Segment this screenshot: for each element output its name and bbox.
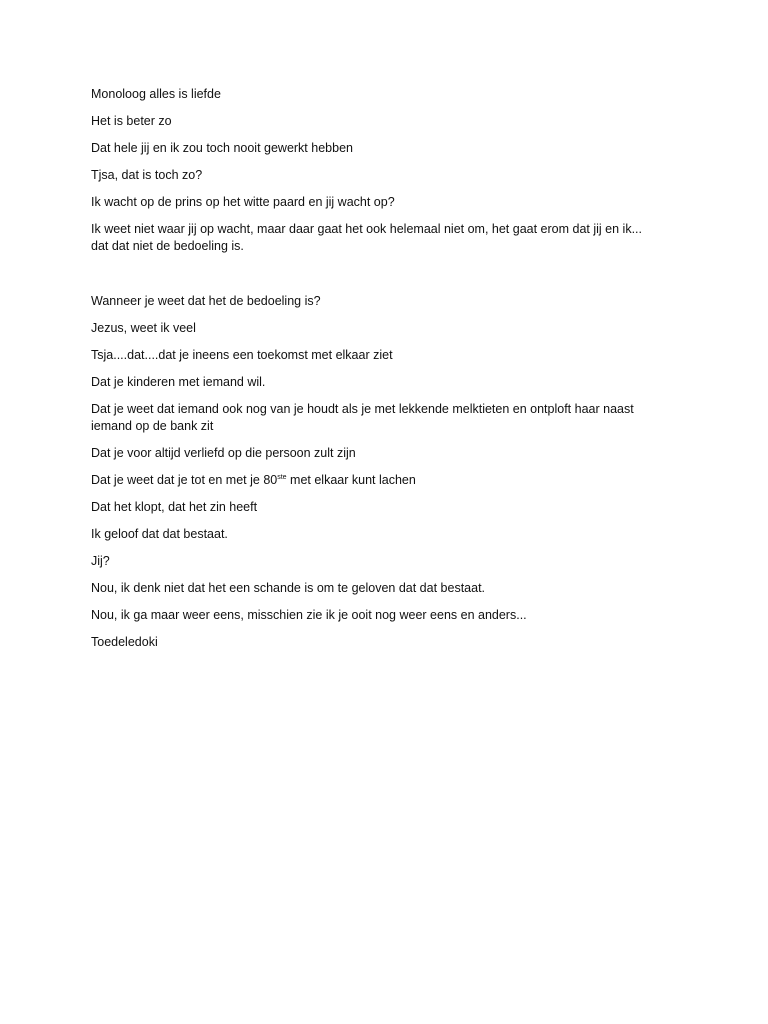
- text-paragraph: [91, 221, 691, 255]
- text-line: Dat je voor altijd verliefd op die persoon zult zijn: [91, 446, 356, 460]
- text-line: Ik wacht op de prins op het witte paard en jij wacht op?: [91, 195, 395, 209]
- text-line: Nou, ik ga maar weer eens, misschien zie ik je ooit nog weer eens en anders...: [91, 608, 527, 622]
- text-line: dat dat niet de bedoeling is.: [91, 239, 244, 253]
- text-fragment: Dat je weet dat je tot en met je 80: [91, 473, 278, 487]
- document-title: Monoloog alles is liefde: [91, 87, 221, 101]
- blank-line: [91, 265, 691, 293]
- text-line: Jij?: [91, 554, 110, 568]
- text-line: Dat het klopt, dat het zin heeft: [91, 500, 258, 514]
- text-line: Wanneer je weet dat het de bedoeling is?: [91, 294, 321, 308]
- text-line: Jezus, weet ik veel: [91, 321, 196, 335]
- text-line: iemand op de bank zit: [91, 419, 214, 433]
- text-line: Dat je weet dat iemand ook nog van je houdt als je met lekkende melktieten en ontploft haar naast: [91, 402, 634, 416]
- text-paragraph: [91, 401, 691, 435]
- text-line: Nou, ik denk niet dat het een schande is om te geloven dat dat bestaat.: [91, 581, 486, 595]
- text-line: Het is beter zo: [91, 114, 172, 128]
- document-body: [91, 86, 691, 661]
- superscript: ste: [277, 474, 287, 481]
- text-line: Dat je kinderen met iemand wil.: [91, 375, 266, 389]
- text-line: Toedeledoki: [91, 635, 158, 649]
- text-fragment: met elkaar kunt lachen: [286, 473, 416, 487]
- text-line: Tjsa, dat is toch zo?: [91, 168, 203, 182]
- text-line: Dat hele jij en ik zou toch nooit gewerkt hebben: [91, 141, 353, 155]
- text-line: Tsja....dat....dat je ineens een toekomst met elkaar ziet: [91, 348, 393, 362]
- text-line: Ik geloof dat dat bestaat.: [91, 527, 228, 541]
- text-paragraph: [91, 472, 691, 489]
- text-line: Ik weet niet waar jij op wacht, maar daar gaat het ook helemaal niet om, het gaat erom dat jij en ik...: [91, 222, 642, 236]
